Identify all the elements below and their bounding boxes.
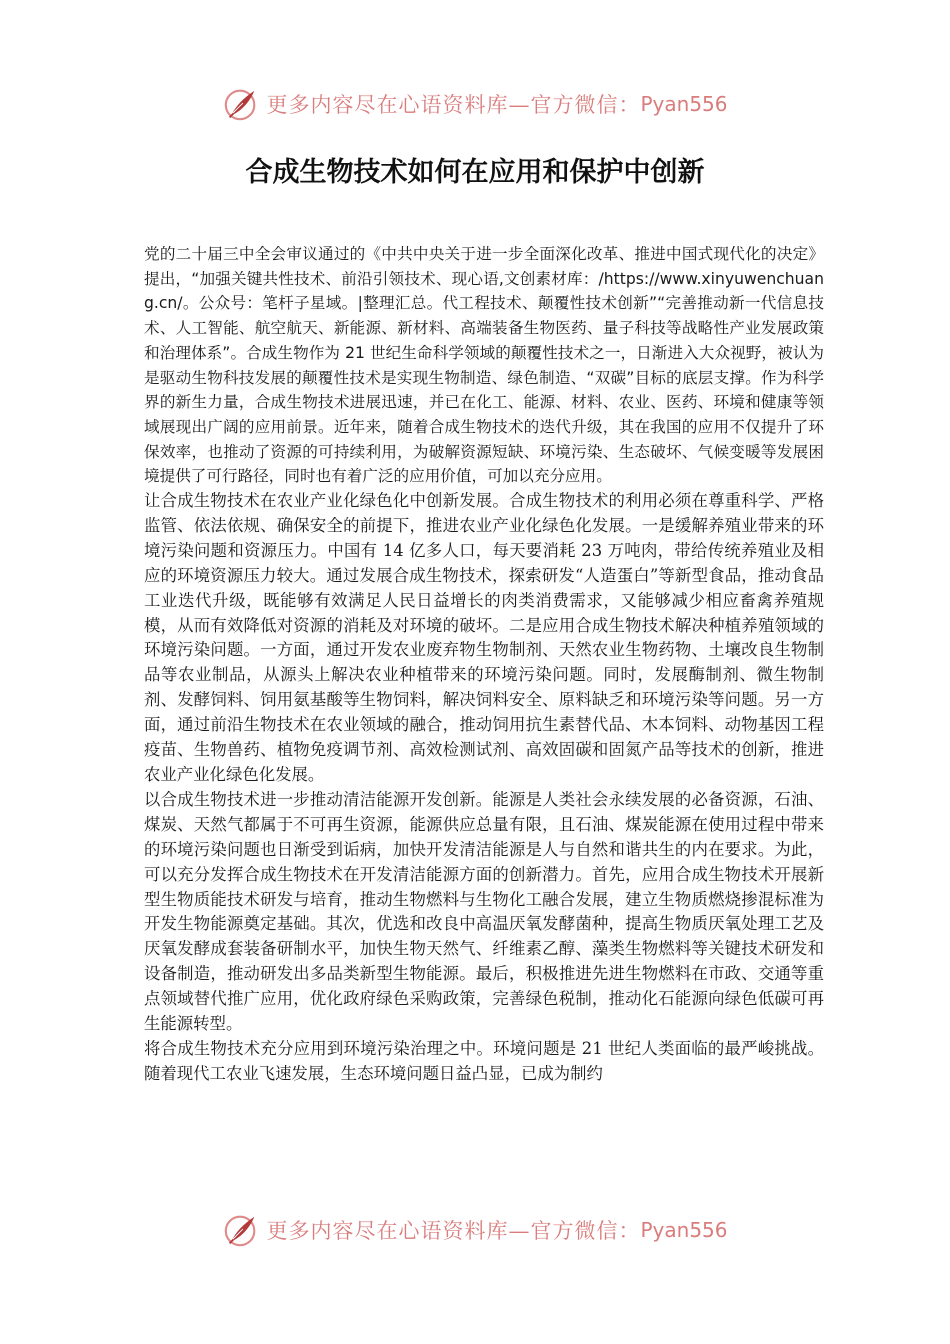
body-paragraph: 将合成生物技术充分应用到环境污染治理之中。环境问题是 21 世纪人类面临的最严峻挑战。随着现代工农业飞速发展，生态环境问题日益凸显，已成为制约 xyxy=(144,1038,824,1083)
banner-text: 更多内容尽在心语资料库—官方微信： xyxy=(266,93,641,117)
body-paragraph: 让合成生物技术在农业产业化绿色化中创新发展。合成生物技术的利用必须在尊重科学、严格监管、依法依规、确保安全的前提下，推进农业产业化绿色化发展。一是缓解养殖业带来的环境污染问题和资源压力。中国有 14 亿多人口，每天要消耗 23 万吨肉，带给传统养殖业及相应的环境资源压力较大。通过发展合成生物技术，探索研发“人造蛋白”等新型食品，推动食品工业迭代升级，既能够有效满足人民日益增长的肉类消费需求，又能够减少相应畜禽养殖规模，从而有效降低对资源的消耗及对环境的破坏。二是应用合成生物技术解决种植养殖领域的环境污染问题。一方面，通过开发农业废弃物生物制剂、天然农业生物药物、土壤改良生物制品等农业制品，从源头上解决农业种植带来的环境污染问题。同时，发展酶制剂、微生物制剂、发酵饲料、饲用氨基酸等生物饲料，解决饲料安全、原料缺乏和环境污染等问题。另一方面，通过前沿生物技术在农业领域的融合，推动饲用抗生素替代品、木本饲料、动物基因工程疫苗、生物兽药、植物免疫调节剂、高效检测试剂、高效固碳和固氮产品等技术的创新，推进农业产业化绿色化发展。 xyxy=(144,491,824,784)
document-body xyxy=(144,242,824,1087)
wechat-id: Pyan556 xyxy=(640,1218,728,1242)
footer-banner xyxy=(0,1208,950,1252)
document-title: 合成生物技术如何在应用和保护中创新 xyxy=(245,157,705,188)
header-banner xyxy=(0,82,950,126)
banner-text: 更多内容尽在心语资料库—官方微信： xyxy=(266,1219,641,1243)
wechat-id: Pyan556 xyxy=(640,92,728,116)
quill-pen-icon xyxy=(222,85,260,123)
body-paragraph: 以合成生物技术进一步推动清洁能源开发创新。能源是人类社会永续发展的必备资源，石油、煤炭、天然气都属于不可再生资源，能源供应总量有限，且石油、煤炭能源在使用过程中带来的环境污染问题也日渐受到诟病，加快开发清洁能源是人与自然和谐共生的内在要求。为此，可以充分发挥合成生物技术在开发清洁能源方面的创新潜力。首先，应用合成生物技术开展新型生物质能技术研发与培育，推动生物燃料与生物化工融合发展，建立生物质燃烧掺混标准为开发生物能源奠定基础。其次，优选和改良中高温厌氧发酵菌种，提高生物质厌氧处理工艺及厌氧发酵成套装备研制水平，加快生物天然气、纤维素乙醇、藻类生物燃料等关键技术研发和设备制造，推动研发出多品类新型生物能源。最后，积极推进先进生物燃料在市政、交通等重点领域替代推广应用，优化政府绿色采购政策，完善绿色税制，推动化石能源向绿色低碳可再生能源转型。 xyxy=(144,789,824,1034)
quill-pen-icon xyxy=(222,1211,260,1249)
intro-paragraph: 党的二十届三中全会审议通过的《中共中央关于进一步全面深化改革、推进中国式现代化的决定》提出，“加强关键共性技术、前沿引领技术、现心语,文创素材库：/https://www.xinyuwenchuang.cn/。公众号：笔杆子星域。|整理汇总。代工程技术、颠覆性技术创新”“完善推动新一代信息技术、人工智能、航空航天、新能源、新材料、高端装备生物医药、量子科技等战略性产业发展政策和治理体系”。合成生物作为 21 世纪生命科学领域的颠覆性技术之一，日渐进入大众视野，被认为是驱动生物科技发展的颠覆性技术是实现生物制造、绿色制造、“双碳”目标的底层支撑。作为科学界的新生力量，合成生物技术进展迅速，并已在化工、能源、材料、农业、医药、环境和健康等领域展现出广阔的应用前景。近年来，随着合成生物技术的迭代升级，其在我国的应用不仅提升了环保效率，也推动了资源的可持续利用，为破解资源短缺、环境污染、生态破坏、气候变暖等发展困境提供了可行路径，同时也有着广泛的应用价值，可加以充分应用。 xyxy=(144,245,824,486)
